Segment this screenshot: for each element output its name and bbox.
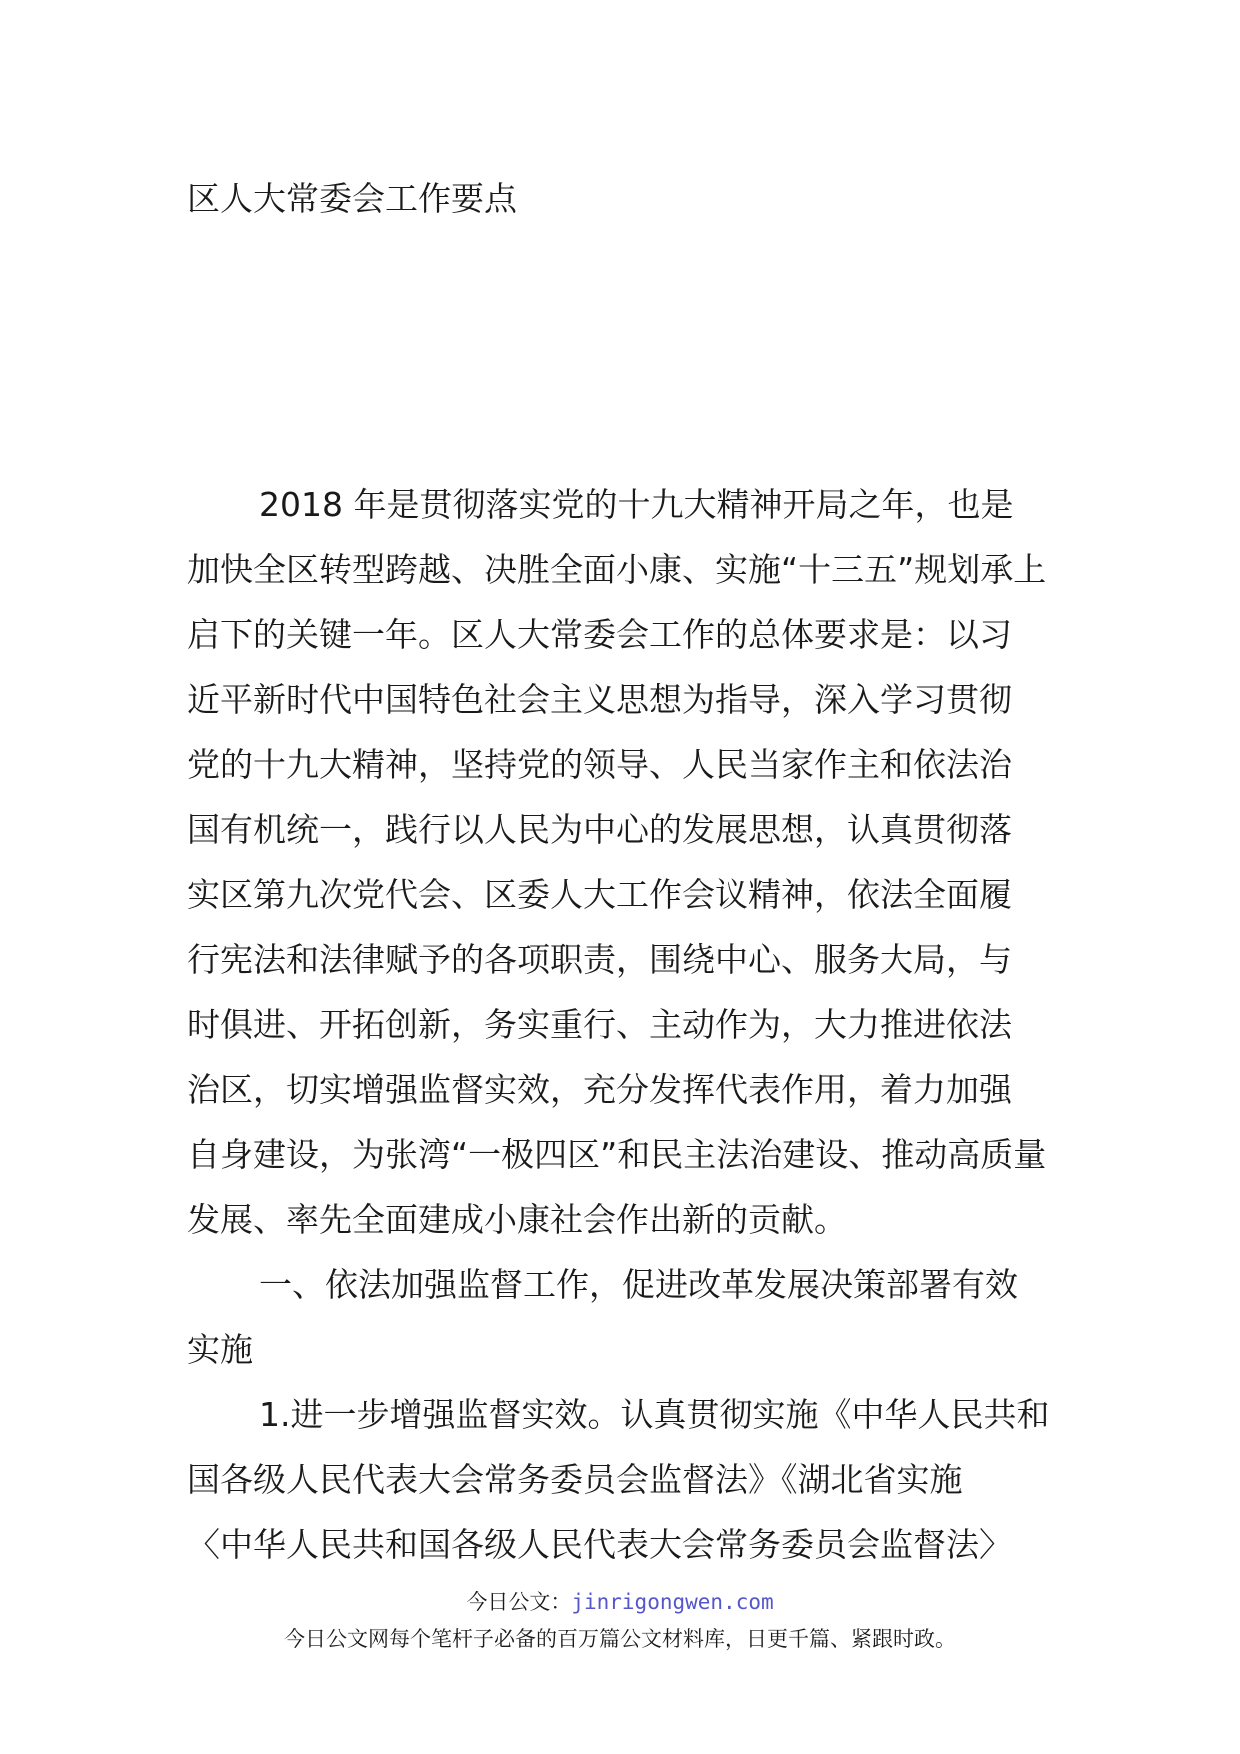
paragraph-item-line: 1.进一步增强监督实效。认真贯彻实施《中华人民共和 [259,1395,1050,1434]
paragraph-intro-line: 治区，切实增强监督实效，充分发挥代表作用，着力加强 [187,1070,1012,1109]
paragraph-intro-line: 党的十九大精神，坚持党的领导、人民当家作主和依法治 [187,745,1012,784]
footer-site [0,1585,1240,1619]
page-title: 区人大常委会工作要点 [187,179,517,218]
document-body [187,472,1067,1577]
paragraph-intro-line: 实区第九次党代会、区委人大工作会议精神，依法全面履 [187,875,1012,914]
paragraph-item-line: 国各级人民代表大会常务委员会监督法》《湖北省实施 [187,1460,963,1499]
paragraph-intro-line: 时俱进、开拓创新，务实重行、主动作为，大力推进依法 [187,1005,1012,1044]
section-heading-line: 一、依法加强监督工作，促进改革发展决策部署有效 [259,1265,1018,1304]
paragraph-intro-line: 2018 年是贯彻落实党的十九大精神开局之年，也是 [259,485,1014,524]
paragraph-intro-line: 发展、率先全面建成小康社会作出新的贡献。 [187,1200,847,1239]
footer-slogan: 今日公文网每个笔杆子必备的百万篇公文材料库，日更千篇、紧跟时政。 [284,1627,956,1651]
paragraph-intro-line: 近平新时代中国特色社会主义思想为指导，深入学习贯彻 [187,680,1012,719]
paragraph-intro-line: 行宪法和法律赋予的各项职责，围绕中心、服务大局，与 [187,940,1012,979]
paragraph-intro-line: 启下的关键一年。区人大常委会工作的总体要求是：以习 [187,615,1012,654]
section-heading-line: 实施 [187,1330,253,1369]
footer-site-label: 今日公文： [466,1590,572,1614]
paragraph-intro-line: 加快全区转型跨越、决胜全面小康、实施“十三五”规划承上 [187,550,1047,589]
footer-site-link[interactable]: jinrigongwen.com [571,1590,774,1614]
paragraph-item-line: 〈中华人民共和国各级人民代表大会常务委员会监督法〉 [187,1525,1012,1564]
paragraph-intro-line: 国有机统一，践行以人民为中心的发展思想，认真贯彻落 [187,810,1012,849]
paragraph-intro-line: 自身建设，为张湾“一极四区”和民主法治建设、推动高质量 [187,1135,1047,1174]
